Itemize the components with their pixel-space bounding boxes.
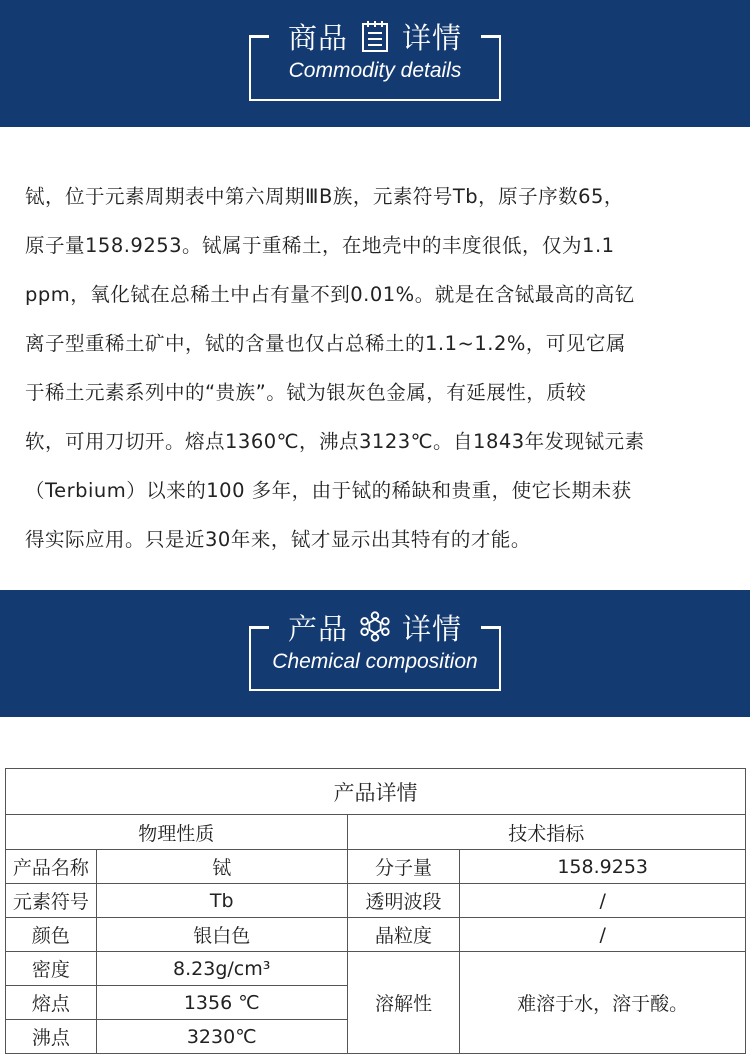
technical-specs-header: 技术指标	[347, 815, 745, 850]
molecule-icon	[358, 610, 392, 644]
row-value: 银白色	[96, 918, 347, 952]
row-label: 元素符号	[6, 884, 97, 918]
row-label: 分子量	[347, 850, 460, 884]
notepad-icon	[358, 19, 392, 53]
row-label: 熔点	[6, 986, 97, 1020]
row-label: 晶粒度	[347, 918, 460, 952]
row-label: 沸点	[6, 1020, 97, 1054]
section-subtitle: Chemical composition	[272, 650, 478, 673]
row-value: Tb	[96, 884, 347, 918]
table-row	[6, 884, 746, 918]
title-right: 详情	[402, 611, 463, 646]
row-label: 溶解性	[347, 952, 460, 1054]
row-label: 颜色	[6, 918, 97, 952]
section-subtitle: Commodity details	[288, 59, 462, 82]
title-left: 产品	[287, 611, 348, 646]
row-value: 铽	[96, 850, 347, 884]
title-right: 详情	[402, 20, 463, 55]
commodity-details-banner	[0, 0, 750, 127]
physical-properties-header: 物理性质	[6, 815, 348, 850]
chemical-composition-banner	[0, 590, 750, 717]
table-row	[6, 918, 746, 952]
bracket-frame	[249, 608, 501, 691]
title-left: 商品	[287, 20, 348, 55]
table-caption: 产品详情	[6, 769, 746, 815]
product-detail-table	[5, 768, 746, 1054]
row-label: 产品名称	[6, 850, 97, 884]
row-value: /	[460, 918, 746, 952]
bracket-frame	[249, 17, 501, 101]
section-title	[249, 608, 501, 646]
element-description: 铽，位于元素周期表中第六周期ⅢB族，元素符号Tb，原子序数65， 原子量158.9253。铽属于重稀土，在地壳中的丰度很低，仅为1.1 ppm，氧化铽在总稀土中占有量不到0.01%。就是在含铽最高的高钇 离子型重稀土矿中，铽的含量也仅占总稀土的1.1~1.2%，可见它属 于稀土元素系列中的“贵族”。铽为银灰色金属，有延展性，质较 软，可用刀切开。熔点1360℃，沸点3123℃。自1843年发现铽元素 （Terbium）以来的100 多年，由于铽的稀缺和贵重，使它长期未获 得实际应用。只是近30年来，铽才显示出其特有的才能。	[25, 185, 645, 551]
row-value: 1356 ℃	[96, 986, 347, 1020]
table-row	[6, 952, 746, 986]
section-title	[249, 17, 501, 55]
row-label: 透明波段	[347, 884, 460, 918]
row-value: 158.9253	[460, 850, 746, 884]
row-value: 8.23g/cm³	[96, 952, 347, 986]
row-label: 密度	[6, 952, 97, 986]
row-value: /	[460, 884, 746, 918]
row-value: 难溶于水，溶于酸。	[460, 952, 746, 1054]
row-value: 3230℃	[96, 1020, 347, 1054]
table-row	[6, 850, 746, 884]
